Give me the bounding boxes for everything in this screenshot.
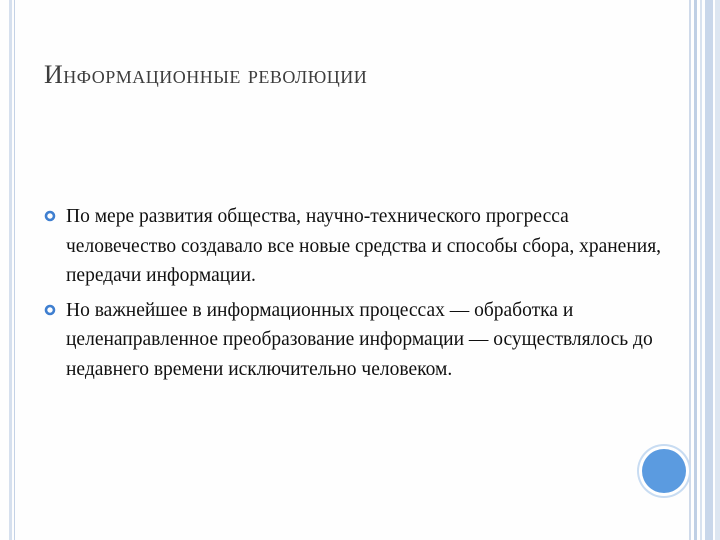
right-border-line [689, 0, 691, 540]
ring-bullet-icon [44, 304, 56, 316]
circle-decoration-icon [642, 449, 686, 493]
right-border-line [700, 0, 702, 540]
right-border-line [705, 0, 713, 540]
right-border-line [694, 0, 697, 540]
bullet-text: По мере развития общества, научно-технического прогресса человечество создавало все новые средства и способы сбора, хранения, передачи информации. [66, 206, 662, 286]
left-border-line [9, 0, 12, 540]
right-border-line [715, 0, 720, 540]
ring-bullet-icon [44, 210, 56, 222]
list-item [44, 296, 664, 385]
slide-title: Информационные революции [44, 60, 368, 89]
bullet-text: Но важнейшее в информационных процессах — обработка и целенаправленное преобразование информации — осуществлялось до недавнего времени исключительно человеком. [66, 299, 653, 380]
list-item [44, 202, 664, 291]
left-border-line [14, 0, 15, 540]
bullet-list [44, 202, 664, 389]
